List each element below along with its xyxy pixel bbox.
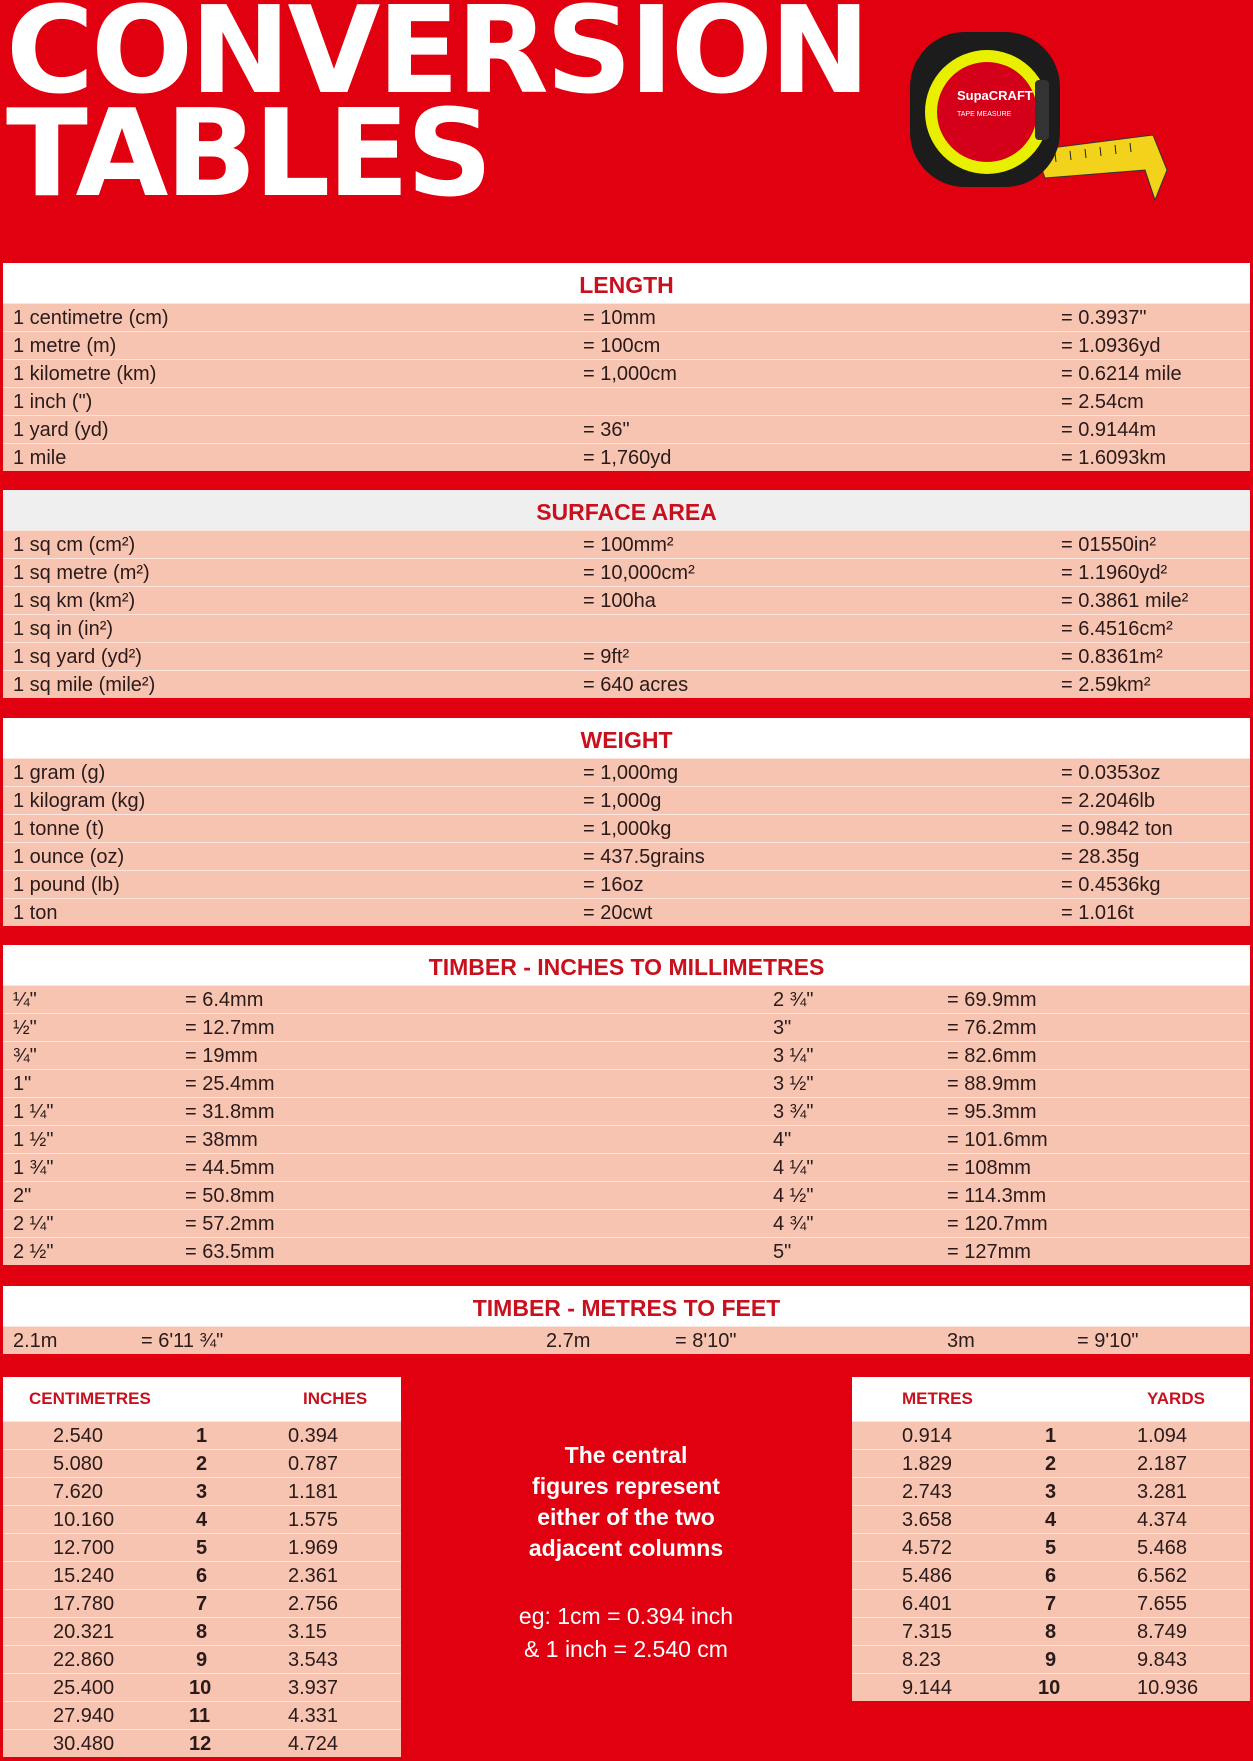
table-row: 10.160 4 1.575: [3, 1505, 401, 1533]
table-row: 22.860 9 3.543: [3, 1645, 401, 1673]
table-row: 6.401 7 7.655: [852, 1589, 1250, 1617]
table-row: 1 kilometre (km) = 1,000cm = 0.6214 mile: [3, 359, 1250, 387]
surface-area-table: [3, 490, 1250, 698]
table-row: 1 ¾" = 44.5mm 4 ¼" = 108mm: [3, 1153, 1250, 1181]
yards-header: YARDS: [1147, 1389, 1205, 1408]
timber-inches-heading: TIMBER - INCHES TO MILLIMETRES: [3, 945, 1250, 985]
table-row: ¾" = 19mm 3 ¼" = 82.6mm: [3, 1041, 1250, 1069]
table-row: 2 ¼" = 57.2mm 4 ¾" = 120.7mm: [3, 1209, 1250, 1237]
table-row: 5.080 2 0.787: [3, 1449, 401, 1477]
table-row: 1 sq in (in²) = 6.4516cm²: [3, 614, 1250, 642]
cm-inches-table: [3, 1377, 401, 1757]
table-row: 30.480 12 4.724: [3, 1729, 401, 1757]
tape-measure-icon: [905, 20, 1175, 220]
table-row: 27.940 11 4.331: [3, 1701, 401, 1729]
table-row: 20.321 8 3.15: [3, 1617, 401, 1645]
title-line-2: TABLES: [6, 85, 490, 224]
table-row: 1 sq km (km²) = 100ha = 0.3861 mile²: [3, 586, 1250, 614]
table-row: 7.315 8 8.749: [852, 1617, 1250, 1645]
weight-table: [3, 718, 1250, 926]
table-row: 25.400 10 3.937: [3, 1673, 401, 1701]
table-row: 1" = 25.4mm 3 ½" = 88.9mm: [3, 1069, 1250, 1097]
table-row: 17.780 7 2.756: [3, 1589, 401, 1617]
table-row: 1 ¼" = 31.8mm 3 ¾" = 95.3mm: [3, 1097, 1250, 1125]
table-row: 3.658 4 4.374: [852, 1505, 1250, 1533]
table-row: 2.1m = 6'11 ¾" 2.7m = 8'10" 3m = 9'10": [3, 1326, 1250, 1354]
table-row: 0.914 1 1.094: [852, 1421, 1250, 1449]
metres-header: METRES: [902, 1389, 973, 1408]
inches-header: INCHES: [303, 1389, 368, 1408]
brand-name: SupaCRAFT: [957, 88, 1033, 103]
timber-inches-table: [3, 945, 1250, 1265]
table-row: 1 yard (yd) = 36" = 0.9144m: [3, 415, 1250, 443]
table-row: 1 ½" = 38mm 4" = 101.6mm: [3, 1125, 1250, 1153]
table-row: 1 inch (") = 2.54cm: [3, 387, 1250, 415]
table-row: 1 ounce (oz) = 437.5grains = 28.35g: [3, 842, 1250, 870]
table-row: 7.620 3 1.181: [3, 1477, 401, 1505]
table-row: ¼" = 6.4mm 2 ¾" = 69.9mm: [3, 985, 1250, 1013]
table-row: 2.540 1 0.394: [3, 1421, 401, 1449]
table-row: 1 sq metre (m²) = 10,000cm² = 1.1960yd²: [3, 558, 1250, 586]
page-title: [6, 0, 868, 224]
length-table: [3, 263, 1250, 471]
table-row: 1.829 2 2.187: [852, 1449, 1250, 1477]
title-line-1: CONVERSION: [6, 0, 868, 121]
table-row: 1 sq cm (cm²) = 100mm² = 01550in²: [3, 530, 1250, 558]
table-row: 1 pound (lb) = 16oz = 0.4536kg: [3, 870, 1250, 898]
table-row: 15.240 6 2.361: [3, 1561, 401, 1589]
table-row: 1 tonne (t) = 1,000kg = 0.9842 ton: [3, 814, 1250, 842]
table-row: 1 ton = 20cwt = 1.016t: [3, 898, 1250, 926]
cm-header: CENTIMETRES: [29, 1389, 151, 1408]
weight-heading: WEIGHT: [3, 718, 1250, 758]
length-heading: LENGTH: [3, 263, 1250, 303]
table-row: 2 ½" = 63.5mm 5" = 127mm: [3, 1237, 1250, 1265]
table-row: 1 mile = 1,760yd = 1.6093km: [3, 443, 1250, 471]
table-row: 2" = 50.8mm 4 ½" = 114.3mm: [3, 1181, 1250, 1209]
table-row: 1 kilogram (kg) = 1,000g = 2.2046lb: [3, 786, 1250, 814]
table-row: 1 metre (m) = 100cm = 1.0936yd: [3, 331, 1250, 359]
table-row: 9.144 10 10.936: [852, 1673, 1250, 1701]
table-row: 1 centimetre (cm) = 10mm = 0.3937": [3, 303, 1250, 331]
surface-heading: SURFACE AREA: [3, 490, 1250, 530]
central-figures-note: The central figures represent either of the two adjacent columns: [528, 1442, 724, 1561]
table-row: 12.700 5 1.969: [3, 1533, 401, 1561]
brand-product: TAPE MEASURE: [957, 111, 1012, 118]
table-row: 5.486 6 6.562: [852, 1561, 1250, 1589]
example-note: eg: 1cm = 0.394 inch & 1 inch = 2.540 cm: [518, 1603, 734, 1662]
table-row: 1 gram (g) = 1,000mg = 0.0353oz: [3, 758, 1250, 786]
timber-metres-table: [3, 1286, 1250, 1354]
table-row: 8.23 9 9.843: [852, 1645, 1250, 1673]
metres-yards-table: [852, 1377, 1250, 1701]
table-row: 4.572 5 5.468: [852, 1533, 1250, 1561]
table-row: ½" = 12.7mm 3" = 76.2mm: [3, 1013, 1250, 1041]
table-row: 1 sq yard (yd²) = 9ft² = 0.8361m²: [3, 642, 1250, 670]
timber-metres-heading: TIMBER - METRES TO FEET: [3, 1286, 1250, 1326]
table-row: 1 sq mile (mile²) = 640 acres = 2.59km²: [3, 670, 1250, 698]
table-row: 2.743 3 3.281: [852, 1477, 1250, 1505]
